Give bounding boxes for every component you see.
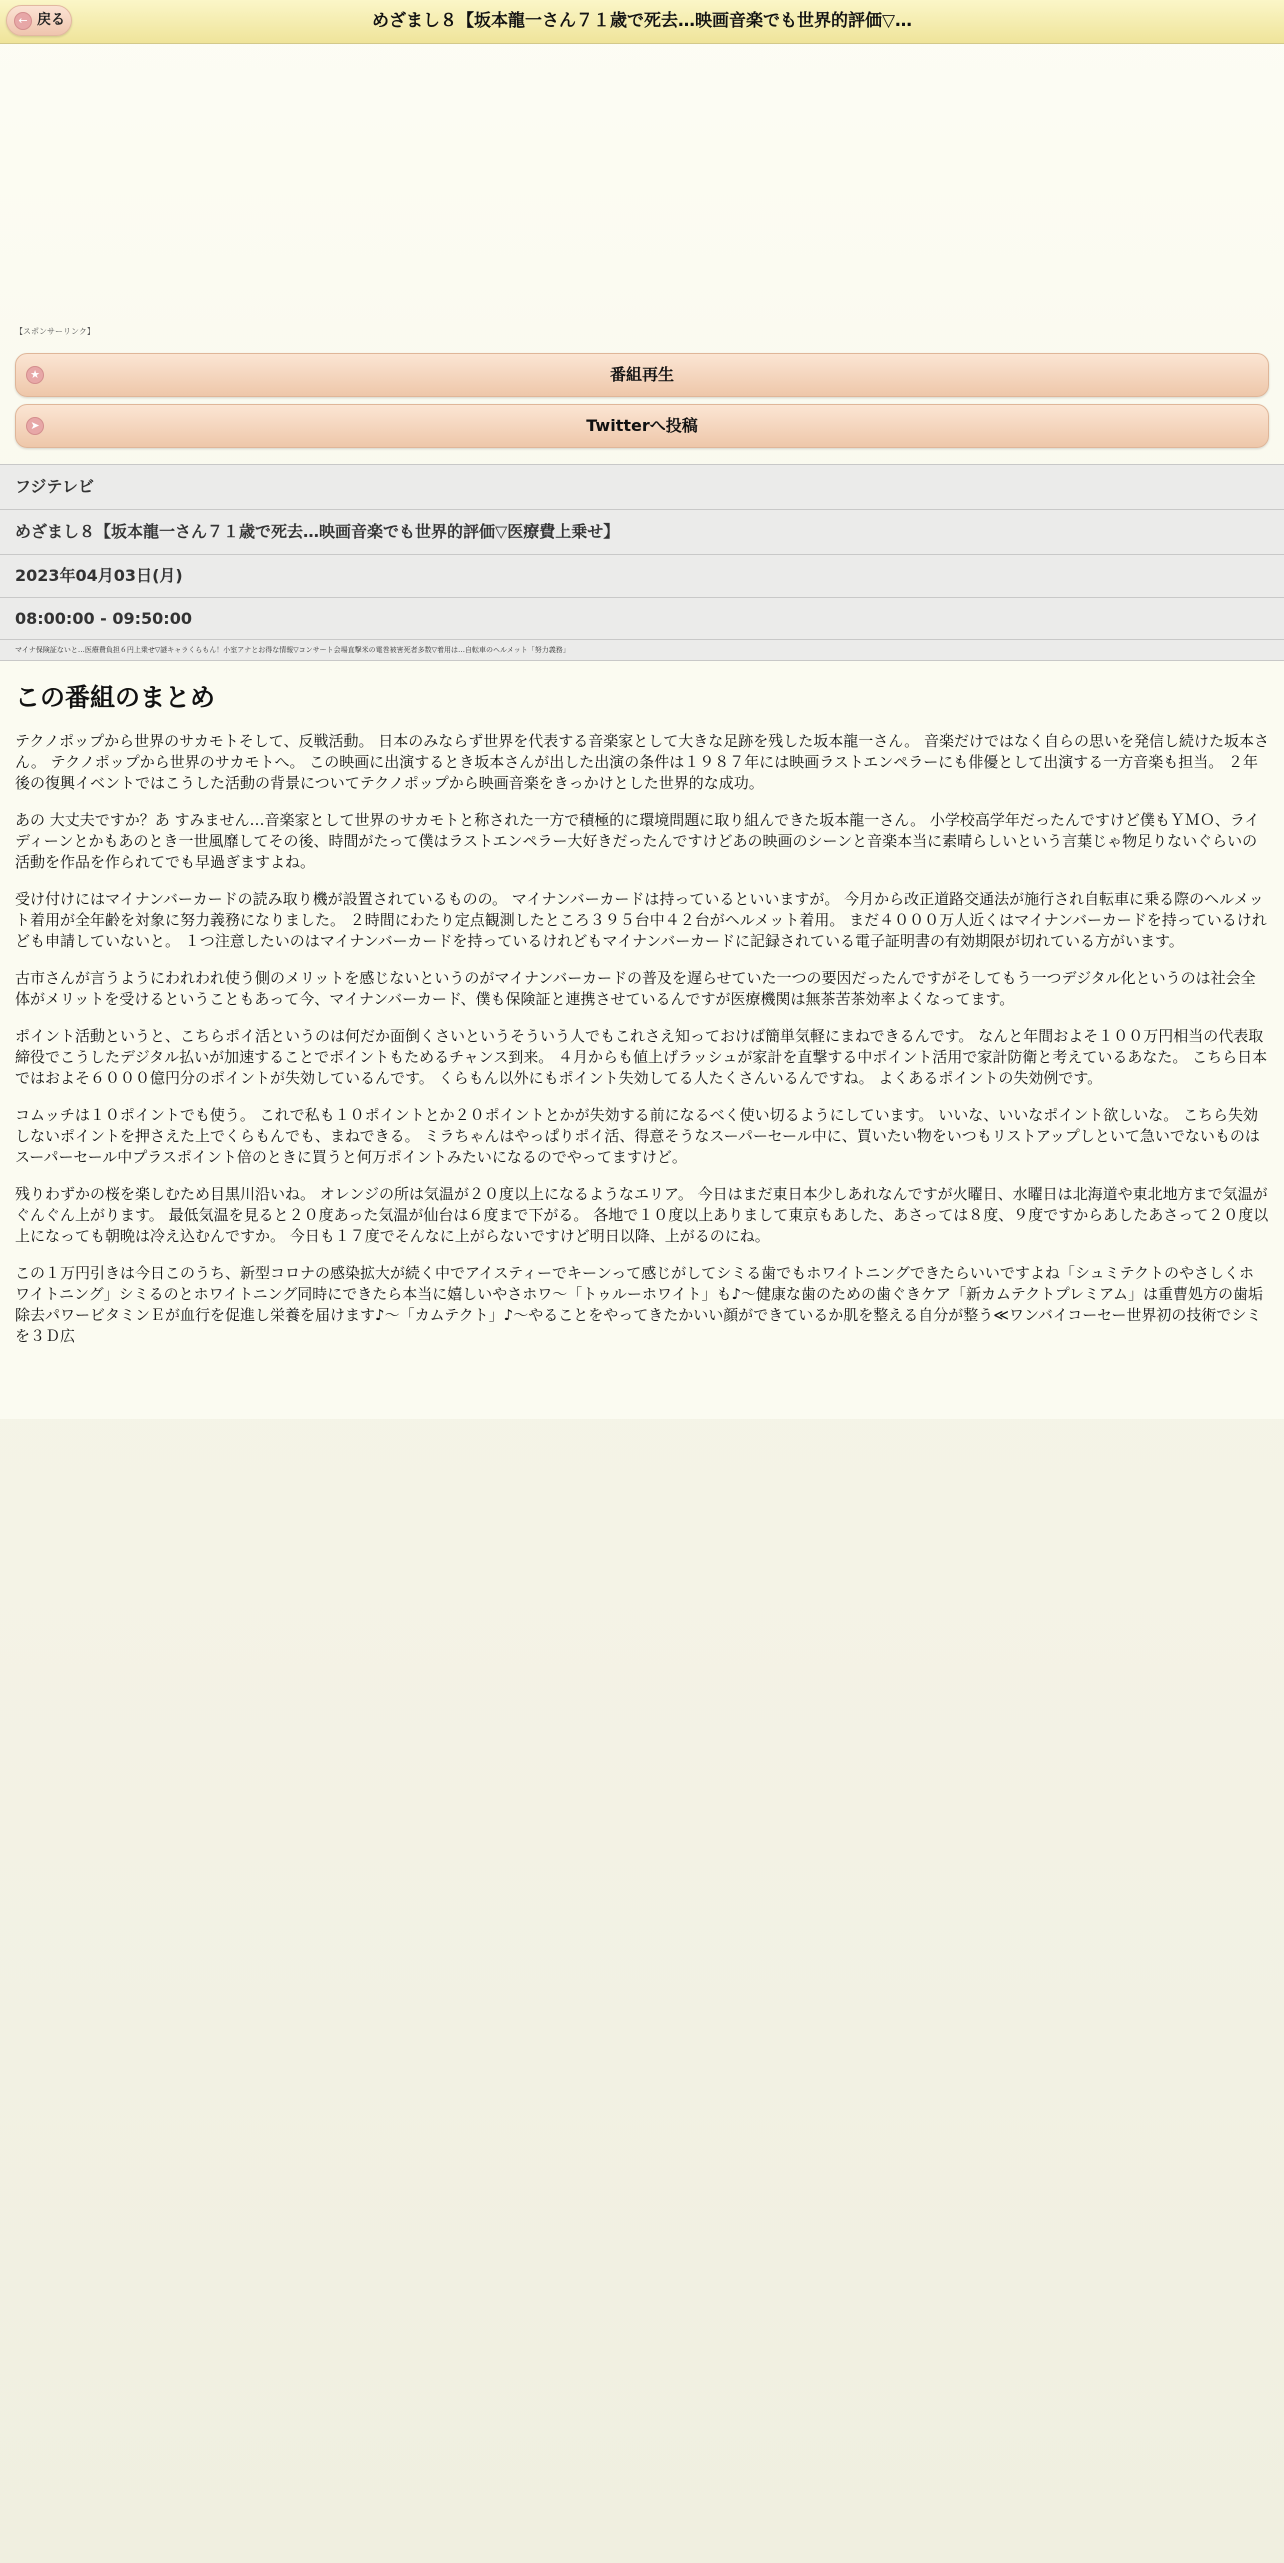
top-navigation-bar <box>0 0 1284 44</box>
play-program-label: 番組再生 <box>609 365 674 384</box>
summary-paragraph: ポイント活動というと、こちらポイ活というのは何だか面倒くさいというそういう人でもこれさえ知っておけば簡単気軽にまねできるんです。 なんと年間およそ１００万円相当の代表取締役でこうしたデジタル払いが加速することでポイントもためるチャンス到来。 ４月からも値上げラッシュが家計を直撃する中ポイント活用で家計防衛と考えているあなた。 こちら日本ではおよそ６０００億円分のポイントが失効しているんです。 くらもん以外にもポイント失効してる人たくさんいるんですね。 よくあるポイントの失効例です。 <box>15 1027 1268 1087</box>
program-title-row: めざまし８【坂本龍一さん７１歳で死去…映画音楽でも世界的評価▽医療費上乗せ】 <box>0 509 1284 554</box>
date-row: 2023年04月03日(月) <box>0 554 1284 597</box>
sponsor-link-label: 【スポンサーリンク】 <box>15 327 95 336</box>
program-description-row: マイナ保険証ないと…医療費負担６円上乗せ▽謎キャラくらもん！小室アナとお得な情報▽コンサート会場直撃米の電巻被害死者多数▽着用は…自転車のヘルメット「努力義務」 <box>0 639 1284 660</box>
page-title: めざまし８【坂本龍一さん７１歳で死去…映画音楽でも世界的評価▽… <box>371 11 913 31</box>
summary-section <box>0 660 1284 1419</box>
play-program-button[interactable] <box>15 353 1269 397</box>
back-button-label: 戻る <box>37 12 65 28</box>
twitter-post-button[interactable] <box>15 404 1269 448</box>
summary-paragraph: 古市さんが言うようにわれわれ使う側のメリットを感じないというのがマイナンバーカードの普及を遅らせていた一つの要因だったんですがそしてもう一つデジタル化というのは社会全体がメリットを受けるということもあって今、マイナンバーカード、僕も保険証と連携させているんですが医療機関は無茶苦茶効率よくなってます。 <box>15 969 1256 1008</box>
summary-paragraph: テクノポップから世界のサカモトそして、反戦活動。 日本のみならず世界を代表する音楽家として大きな足跡を残した坂本龍一さん。 音楽だけではなく自らの思いを発信し続けた坂本さん。 テクノポップから世界のサカモトへ。 この映画に出演するとき坂本さんが出した出演の条件は１９８７年には映画ラストエンペラーにも俳優として出演する一方音楽も担当。 ２年後の復興イベントではこうした活動の背景についてテクノポップから映画音楽をきっかけとした世界的な成功。 <box>15 732 1269 792</box>
summary-paragraph: あの 大丈夫ですか？あ すみません…音楽家として世界のサカモトと称された一方で積極的に環境問題に取り組んできた坂本龍一さん。 小学校高学年だったんですけど僕もＹＭＯ、ライディーンとかもあのとき一世風靡してその後、時間がたって僕はラストエンペラー大好きだったんですけどあの映画のシーンと音楽本当に素晴らしいという言葉じゃ物足りないぐらいの活動を作品を作られてでも早過ぎますよね。 <box>15 811 1260 871</box>
summary-paragraph: コムッチは１０ポイントでも使う。 これで私も１０ポイントとか２０ポイントとかが失効する前になるべく使い切るようにしています。 いいな、いいなポイント欲しいな。 こちら失効しないポイントを押さえた上でくらもんでも、まねできる。 ミラちゃんはやっぱりポイ活、得意そうなスーパーセール中に、買いたい物をいつもリストアップしといて急いでないものはスーパーセール中プラスポイント倍のときに買うと何万ポイントみたいになるのでやってますけど。 <box>15 1106 1260 1166</box>
summary-paragraph: 残りわずかの桜を楽しむため目黒川沿いね。 オレンジの所は気温が２０度以上になるようなエリア。 今日はまだ東日本少しあれなんですが火曜日、水曜日は北海道や東北地方まで気温がぐんぐん上がります。 最低気温を見ると２０度あった気温が仙台は６度まで下がる。 各地で１０度以上ありまして東京もあした、あさっては８度、９度ですからあしたあさって２０度以上になっても朝晩は冷え込むんですか。 今日も１７度でそんなに上がらないですけど明日以降、上がるのにね。 <box>15 1185 1269 1245</box>
channel-row: フジテレビ <box>0 464 1284 509</box>
twitter-icon: ➤ <box>26 417 44 435</box>
summary-paragraph: この１万円引きは今日このうち、新型コロナの感染拡大が続く中でアイスティーでキーンって感じがしてシミる歯でもホワイトニングできたらいいですよね「シュミテクトのやさしくホワイトニング」シミるのとホワイトニング同時にできたら本当に嬉しいやさホワ～「トゥルーホワイト」も♪～健康な歯のための歯ぐきケア「新カムテクトプレミアム」は重曹処方の歯垢除去パワービタミンＥが血行を促進し栄養を届けます♪～「カムテクト」♪～やることをやってきたかいい顔ができているか肌を整える自分が整う≪ワンバイコーセー世界初の技術でシミを３Ｄ広 <box>15 1264 1264 1345</box>
summary-paragraph: 受け付けにはマイナンバーカードの読み取り機が設置されているものの。 マイナンバーカードは持っているといいますが。 今月から改正道路交通法が施行され自転車に乗る際のヘルメット着用が全年齢を対象に努力義務になりました。 ２時間にわたり定点観測したところ３９５台中４２台がヘルメット着用。 まだ４０００万人近くはマイナンバーカードを持っているけれども申請していないと。 １つ注意したいのはマイナンバーカードを持っているけれどもマイナンバーカードに記録されている電子証明書の有効期限が切れている方がいます。 <box>15 890 1267 950</box>
summary-heading: この番組のまとめ <box>15 683 216 712</box>
time-row: 08:00:00 - 09:50:00 <box>0 597 1284 639</box>
back-button[interactable] <box>6 5 72 36</box>
back-arrow-icon: ← <box>14 12 32 30</box>
star-icon: ★ <box>26 366 44 384</box>
twitter-post-label: Twitterへ投稿 <box>586 416 698 435</box>
